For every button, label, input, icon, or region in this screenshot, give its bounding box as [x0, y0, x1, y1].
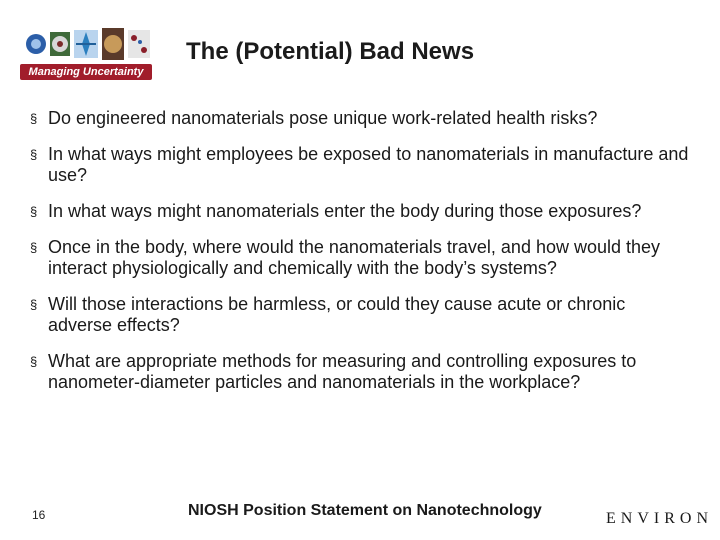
bullet-item: [30, 144, 690, 186]
footer-caption: NIOSH Position Statement on Nanotechnology: [188, 502, 542, 519]
bullet-item: [30, 201, 690, 222]
bullet-marker-icon: §: [30, 111, 38, 126]
bullet-marker-icon: §: [30, 354, 38, 369]
slide-title: The (Potential) Bad News: [186, 38, 475, 65]
header-logo: [20, 20, 152, 82]
bullet-text: In what ways might employees be exposed to nanomaterials in manufacture and use?: [48, 144, 689, 185]
brand-logo: ENVIRON: [606, 510, 713, 527]
bullet-marker-icon: §: [30, 240, 38, 255]
bullet-text: Do engineered nanomaterials pose unique work-related health risks?: [48, 108, 598, 128]
bullet-text: What are appropriate methods for measuring and controlling exposures to nanometer-diameter particles and nanomaterials in the workplace?: [48, 351, 637, 392]
logo-caption: Managing Uncertainty: [20, 64, 152, 80]
bullet-text: Will those interactions be harmless, or could they cause acute or chronic adverse effects?: [48, 294, 626, 335]
bullet-item: [30, 294, 690, 336]
bullet-item: [30, 351, 690, 393]
page-number: 16: [32, 508, 46, 522]
bullet-text: In what ways might nanomaterials enter the body during those exposures?: [48, 201, 642, 221]
bullet-marker-icon: §: [30, 297, 38, 312]
bullet-text: Once in the body, where would the nanomaterials travel, and how would they interact physiologically and chemically with the body’s systems?: [48, 237, 661, 278]
nanoparticle-images-icon: [24, 22, 152, 66]
bullet-item: [30, 108, 690, 129]
bullet-marker-icon: §: [30, 204, 38, 219]
bullet-list: [30, 108, 690, 393]
bullet-marker-icon: §: [30, 147, 38, 162]
bullet-item: [30, 237, 690, 279]
